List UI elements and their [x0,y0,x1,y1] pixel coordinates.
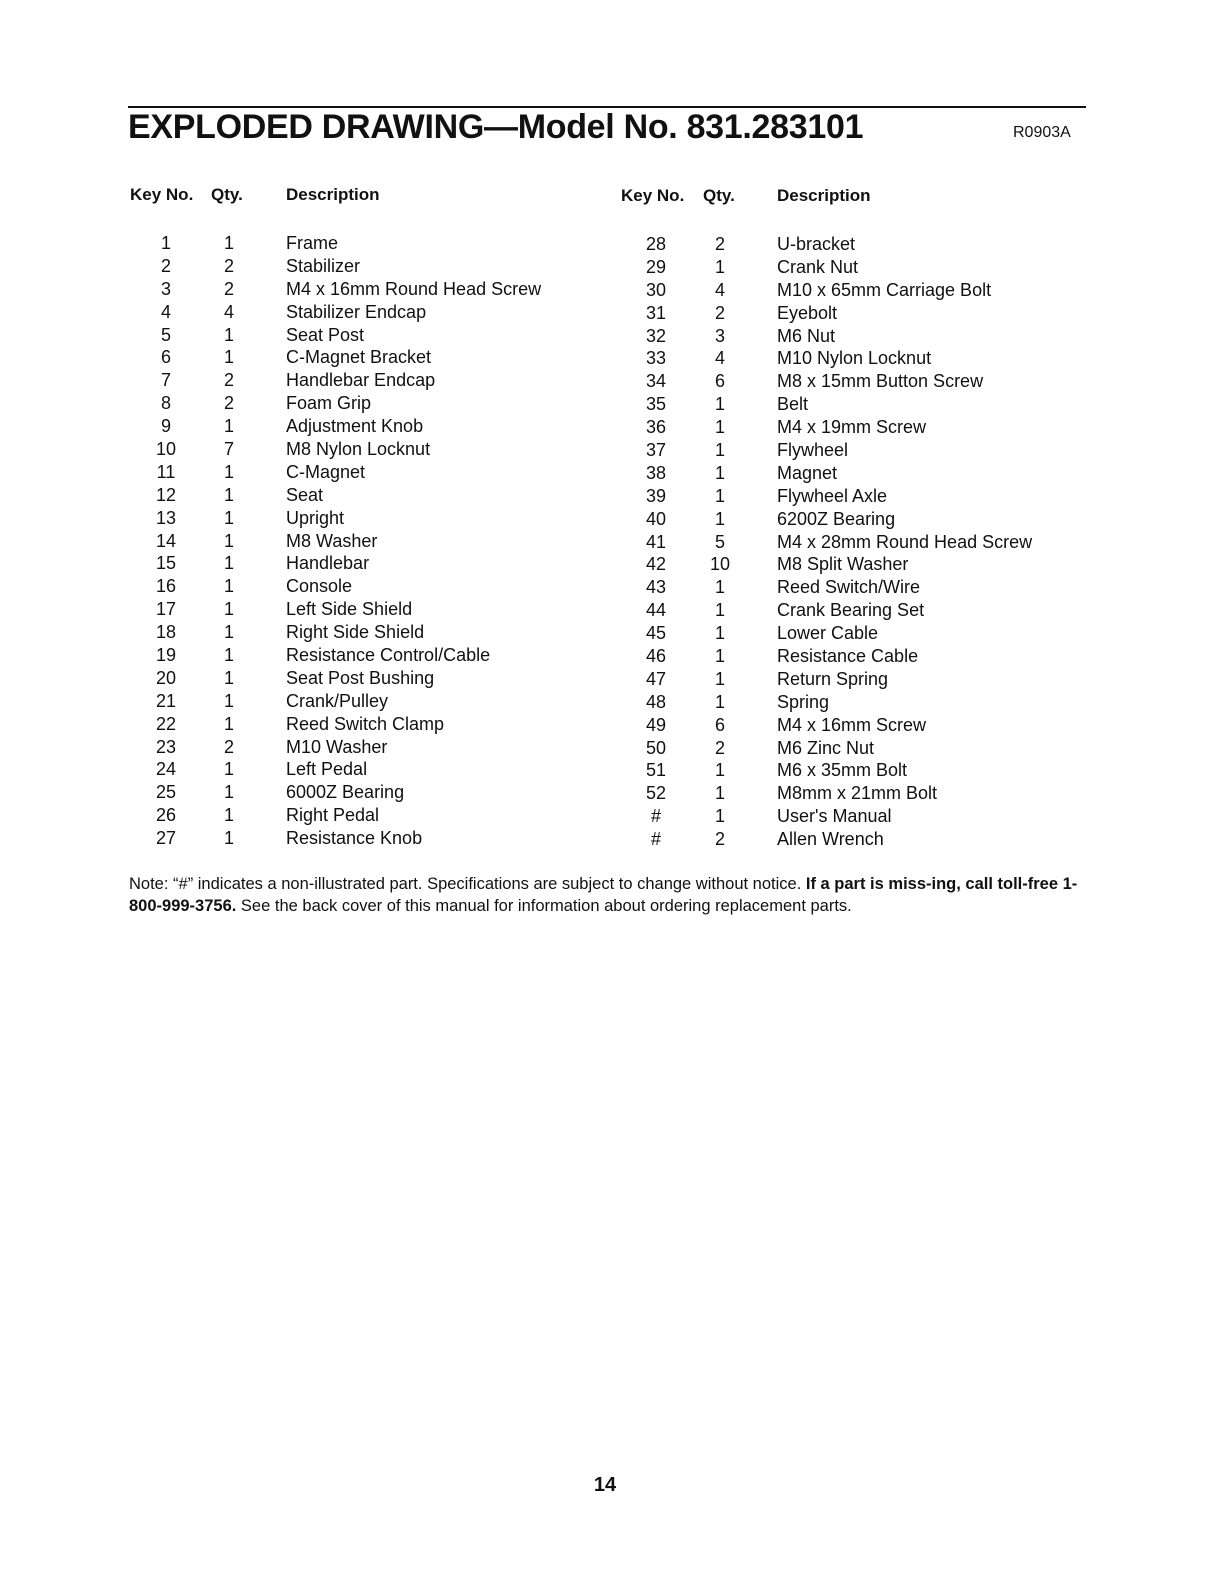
key-number: 21 [155,690,177,711]
quantity: 4 [714,279,725,300]
table-row [0,256,1210,279]
table-row [0,347,1210,370]
key-number: 46 [645,646,667,667]
table-row [0,622,1210,645]
part-description: M8 Nylon Locknut [286,439,431,460]
key-number: 40 [645,508,667,529]
quantity: 1 [714,691,725,712]
table-row [0,805,1210,828]
key-number: 37 [645,440,667,461]
quantity: 1 [223,713,234,734]
table-row [0,325,1210,348]
key-number: 25 [155,782,177,803]
table-row [0,508,1210,531]
key-number: 50 [645,737,667,758]
part-description: M8 Split Washer [777,554,909,575]
key-number: 39 [645,485,667,506]
part-description: U-bracket [777,234,856,254]
quantity: 1 [223,805,234,826]
key-number: 32 [645,325,667,346]
quantity: 1 [714,577,725,598]
quantity: 6 [714,714,725,735]
quantity: 1 [223,484,234,505]
part-description: Adjustment Knob [286,416,424,437]
quantity: 7 [223,439,234,460]
quantity: 1 [714,623,725,644]
part-description: 6200Z Bearing [777,508,896,529]
quantity: 1 [223,233,234,253]
key-number: 6 [160,347,171,368]
part-description: Allen Wrench [777,829,884,850]
key-number: 8 [160,393,171,414]
page-number: 14 [593,1474,617,1496]
quantity: 2 [223,278,234,299]
key-number: 5 [160,324,171,345]
quantity: 1 [223,324,234,345]
key-number: 7 [160,370,171,391]
quantity: 1 [714,806,725,827]
quantity: 2 [223,393,234,414]
part-description: Stabilizer [286,255,361,276]
key-number: 2 [160,255,171,276]
quantity: 4 [223,301,234,322]
key-number: 30 [645,279,667,300]
key-number: 14 [155,530,177,551]
key-number: 11 [156,461,176,482]
quantity: 1 [714,256,725,277]
table-row [0,691,1210,714]
quantity: 2 [223,736,234,757]
quantity: 1 [223,576,234,597]
part-description: Frame [286,233,339,253]
key-number: 52 [645,783,667,804]
part-description: M6 Zinc Nut [777,737,875,758]
part-description: M8 Washer [286,530,378,551]
part-description: M10 Nylon Locknut [777,348,932,369]
quantity: 1 [714,646,725,667]
part-description: M8 x 15mm Button Screw [777,371,984,392]
key-number: 26 [155,805,177,826]
table-row [0,485,1210,508]
part-description: Right Side Shield [286,622,425,643]
quantity: 1 [714,440,725,461]
header-desc-left: Description [286,185,380,204]
key-number: 51 [645,760,667,781]
header-qty-right: Qty. [703,186,735,205]
key-number: 47 [645,668,667,689]
quantity: 1 [223,645,234,666]
key-number: 17 [155,599,177,620]
table-row [0,782,1210,805]
quantity: 2 [714,829,725,850]
header-qty-left: Qty. [211,185,243,204]
quantity: 6 [714,371,725,392]
table-row [0,370,1210,393]
part-description: M10 Washer [286,736,388,757]
part-description: M4 x 28mm Round Head Screw [777,531,1033,552]
part-description: Left Pedal [286,759,368,780]
key-number: 23 [155,736,177,757]
table-row [0,393,1210,416]
key-number: 3 [160,278,171,299]
part-description: Resistance Knob [286,828,423,849]
key-number: 10 [155,439,177,460]
part-description: Foam Grip [286,393,372,414]
part-description: Seat Post Bushing [286,667,435,688]
table-row [0,416,1210,439]
quantity: 3 [714,325,725,346]
part-description: Flywheel [777,440,849,461]
part-description: Magnet [777,462,838,483]
key-number: 34 [645,371,667,392]
key-number: 49 [645,714,667,735]
table-row [0,462,1210,485]
part-description: Return Spring [777,668,889,689]
part-description: Handlebar [286,553,370,574]
key-number: 22 [155,713,177,734]
part-description: Flywheel Axle [777,485,888,506]
table-row [0,645,1210,668]
key-number: 31 [645,302,667,323]
part-description: Right Pedal [286,805,380,826]
part-description: M4 x 19mm Screw [777,417,927,438]
parts-table-right [0,233,1210,851]
quantity: 1 [223,622,234,643]
key-number: # [650,829,661,850]
quantity: 1 [223,347,234,368]
part-description: 6000Z Bearing [286,782,405,803]
part-description: Resistance Control/Cable [286,645,491,666]
quantity: 1 [223,690,234,711]
header-key-right: Key No. [621,186,685,205]
table-row [0,302,1210,325]
part-description: Resistance Cable [777,646,919,667]
part-description: M6 Nut [777,325,836,346]
key-number: 9 [160,416,171,437]
quantity: 1 [223,461,234,482]
header-desc-right: Description [777,186,871,205]
part-description: Crank Bearing Set [777,600,925,621]
part-description: Lower Cable [777,623,879,644]
quantity: 1 [714,417,725,438]
quantity: 1 [223,553,234,574]
part-description: M10 x 65mm Carriage Bolt [777,279,992,300]
quantity: 1 [714,462,725,483]
part-description: Left Side Shield [286,599,413,620]
key-number: 29 [645,256,667,277]
part-description: User's Manual [777,806,892,827]
part-description: C-Magnet [286,461,366,482]
quantity: 1 [223,759,234,780]
quantity: 2 [714,302,725,323]
part-description: Crank Nut [777,256,859,277]
quantity: 2 [223,370,234,391]
note-paragraph [129,873,1089,917]
quantity: 2 [714,737,725,758]
part-description: Spring [777,691,830,712]
table-row [0,828,1210,851]
table-row [0,737,1210,760]
header-key-left: Key No. [130,185,194,204]
part-description: Stabilizer Endcap [286,301,427,322]
note-text-1: Note: “#” indicates a non-illustrated part. Specifications are subject to change without notice. [129,875,806,893]
quantity: 10 [709,554,731,575]
key-number: 48 [645,691,667,712]
quantity: 2 [714,234,725,254]
quantity: 1 [714,600,725,621]
quantity: 1 [223,828,234,849]
quantity: 1 [714,485,725,506]
table-row [0,714,1210,737]
part-description: Upright [286,507,345,528]
key-number: 33 [645,348,667,369]
table-row [0,576,1210,599]
quantity: 1 [223,530,234,551]
key-number: 38 [645,462,667,483]
key-number: 43 [645,577,667,598]
note-phone-bold: If a part is miss-ing, call toll-free 1-800-999-3756. [129,875,1078,915]
table-row [0,599,1210,622]
table-row [0,279,1210,302]
quantity: 1 [714,394,725,415]
quantity: 1 [714,760,725,781]
key-number: 35 [645,394,667,415]
table-row [0,439,1210,462]
quantity: 4 [714,348,725,369]
part-description: C-Magnet Bracket [286,347,432,368]
part-description: M8mm x 21mm Bolt [777,783,938,804]
table-row [0,759,1210,782]
key-number: 41 [645,531,667,552]
document-code: R0903A [1013,124,1071,141]
key-number: 19 [155,645,177,666]
part-description: M4 x 16mm Screw [777,714,927,735]
quantity: 2 [223,255,234,276]
page-title: EXPLODED DRAWING—Model No. 831.283101 [128,108,864,146]
quantity: 1 [714,508,725,529]
quantity: 1 [223,416,234,437]
key-number: 16 [155,576,177,597]
quantity: 1 [223,667,234,688]
key-number: 1 [160,233,171,253]
quantity: 1 [223,507,234,528]
key-number: # [650,806,661,827]
quantity: 1 [714,668,725,689]
part-description: Seat [286,484,324,505]
key-number: 24 [155,759,177,780]
key-number: 15 [155,553,177,574]
quantity: 1 [223,782,234,803]
part-description: Crank/Pulley [286,690,389,711]
table-row [0,553,1210,576]
part-description: M6 x 35mm Bolt [777,760,908,781]
part-description: Seat Post [286,324,365,345]
key-number: 28 [645,234,667,254]
key-number: 42 [645,554,667,575]
key-number: 4 [160,301,171,322]
quantity: 1 [714,783,725,804]
table-row [0,668,1210,691]
part-description: M4 x 16mm Round Head Screw [286,278,542,299]
part-description: Belt [777,394,809,415]
key-number: 18 [155,622,177,643]
key-number: 45 [645,623,667,644]
part-description: Reed Switch/Wire [777,577,921,598]
table-row [0,233,1210,256]
note-text-2: See the back cover of this manual for information about ordering replacement parts. [236,897,852,915]
key-number: 12 [155,484,177,505]
part-description: Console [286,576,353,597]
key-number: 20 [155,667,177,688]
quantity: 1 [223,599,234,620]
part-description: Eyebolt [777,302,838,323]
quantity: 5 [714,531,725,552]
part-description: Reed Switch Clamp [286,713,445,734]
key-number: 36 [645,417,667,438]
part-description: Handlebar Endcap [286,370,436,391]
table-row [0,531,1210,554]
key-number: 27 [155,828,177,849]
key-number: 44 [645,600,667,621]
key-number: 13 [155,507,177,528]
